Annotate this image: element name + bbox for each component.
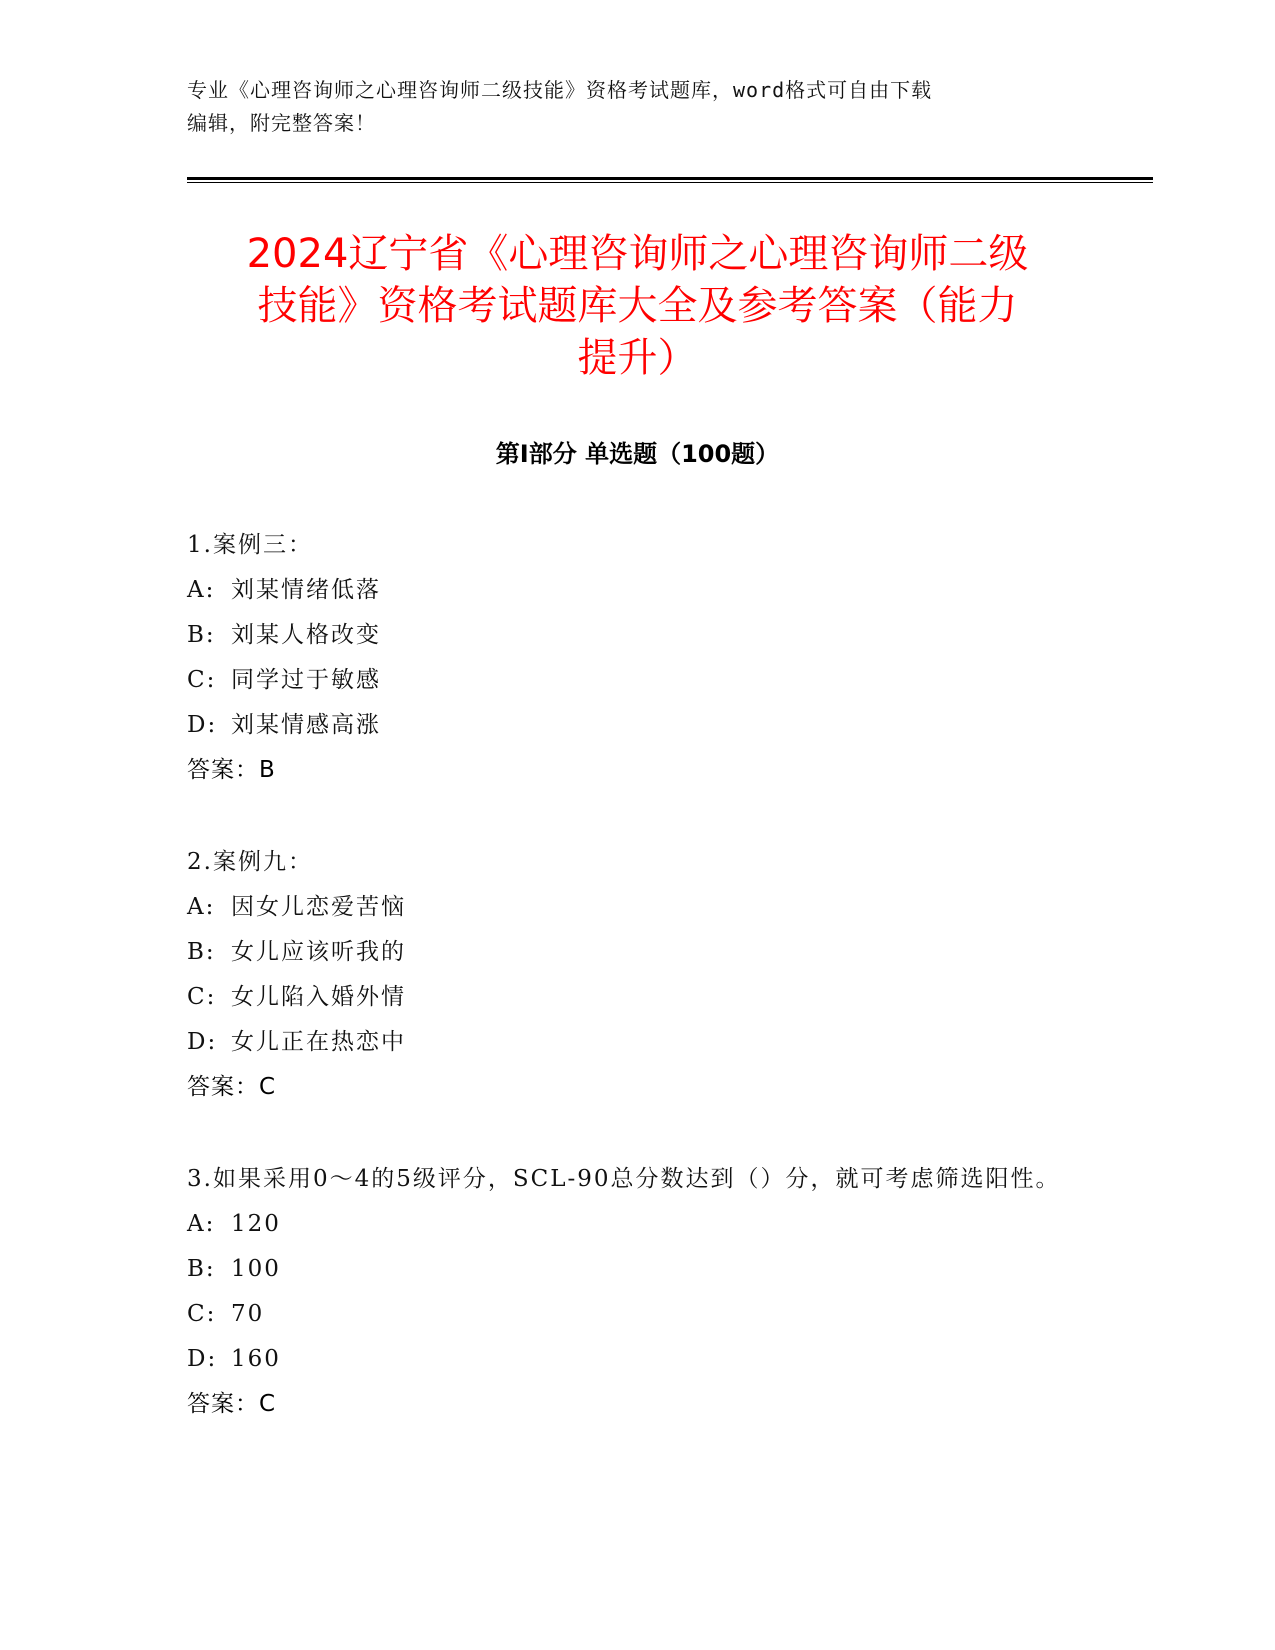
- option-text: 70: [231, 1301, 265, 1327]
- option-c: [187, 1292, 1087, 1337]
- option-a: [187, 568, 1087, 613]
- option-b: [187, 613, 1087, 658]
- option-letter: C:: [187, 1301, 217, 1327]
- option-text: 120: [231, 1211, 281, 1237]
- question-stem: 2.案例九：: [187, 849, 313, 875]
- option-letter: C:: [187, 984, 217, 1010]
- document-title-line-2: 技能》资格考试题库大全及参考答案（能力: [257, 283, 1018, 329]
- option-letter: B:: [187, 622, 216, 648]
- option-text: 女儿正在热恋中: [231, 1029, 406, 1055]
- header-note-line-2: 编辑，附完整答案！: [187, 111, 376, 135]
- question-2: [187, 840, 1087, 1110]
- header-note-line-1: 专业《心理咨询师之心理咨询师二级技能》资格考试题库，word格式可自由下载: [187, 78, 933, 102]
- option-text: 女儿应该听我的: [231, 939, 406, 965]
- document-title-line-1: 2024辽宁省《心理咨询师之心理咨询师二级: [246, 231, 1029, 277]
- document-title-line-3: 提升）: [577, 335, 698, 381]
- option-text: 刘某情绪低落: [231, 577, 381, 603]
- option-text: 100: [231, 1256, 281, 1282]
- option-c: [187, 658, 1087, 703]
- question-1: [187, 523, 1087, 793]
- document-title: [170, 228, 1105, 384]
- header-divider-thick: [187, 177, 1153, 180]
- option-text: 女儿陷入婚外情: [231, 984, 406, 1010]
- option-letter: B:: [187, 939, 216, 965]
- option-b: [187, 1247, 1087, 1292]
- question-stem: 1.案例三：: [187, 532, 313, 558]
- option-text: 160: [231, 1346, 281, 1372]
- option-b: [187, 930, 1087, 975]
- option-text: 同学过于敏感: [231, 667, 381, 693]
- answer-line: 答案：C: [187, 1074, 277, 1100]
- option-letter: A:: [187, 894, 216, 920]
- answer-line: 答案：C: [187, 1391, 277, 1417]
- option-letter: D:: [187, 712, 218, 738]
- option-letter: D:: [187, 1346, 218, 1372]
- option-d: [187, 1337, 1087, 1382]
- option-d: [187, 703, 1087, 748]
- question-3: [187, 1157, 1087, 1427]
- header-divider-thin: [187, 182, 1153, 183]
- option-c: [187, 975, 1087, 1020]
- option-text: 刘某情感高涨: [231, 712, 381, 738]
- option-letter: A:: [187, 1211, 216, 1237]
- option-d: [187, 1020, 1087, 1065]
- answer-line: 答案：B: [187, 757, 276, 783]
- option-text: 因女儿恋爱苦恼: [231, 894, 406, 920]
- section-title: 第Ⅰ部分 单选题（100题）: [495, 440, 780, 468]
- question-stem: 3.如果采用0～4的5级评分，SCL-90总分数达到（）分，就可考虑筛选阳性。: [187, 1166, 1061, 1192]
- option-a: [187, 885, 1087, 930]
- option-letter: A:: [187, 577, 216, 603]
- option-text: 刘某人格改变: [231, 622, 381, 648]
- header-note: [187, 74, 1087, 140]
- option-a: [187, 1202, 1087, 1247]
- option-letter: C:: [187, 667, 217, 693]
- option-letter: B:: [187, 1256, 216, 1282]
- option-letter: D:: [187, 1029, 218, 1055]
